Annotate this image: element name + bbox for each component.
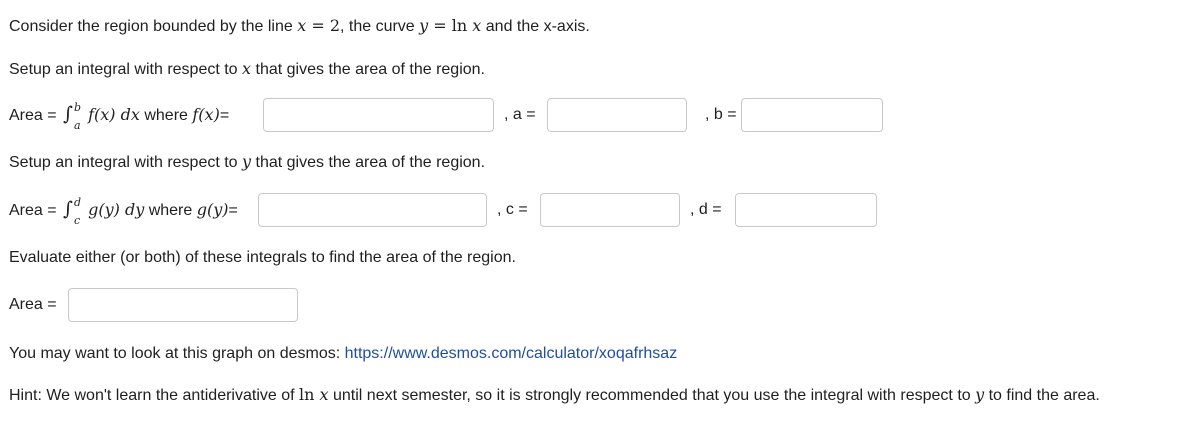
math-y: y (975, 385, 985, 404)
area-label: Area = (9, 107, 62, 124)
integral-symbol: ∫ b a (61, 106, 83, 126)
integrand: f(x) dx (83, 105, 140, 124)
math-y: y (419, 16, 429, 35)
area-y-formula (9, 195, 238, 227)
a-label: , a = (504, 106, 536, 123)
setup-y-instruction (9, 152, 485, 173)
final-area-input[interactable] (68, 288, 298, 322)
hint-pre: Hint: We won't learn the antiderivative of (9, 387, 300, 404)
desmos-link[interactable]: https://www.desmos.com/calculator/xoqafrhsaz (344, 345, 678, 362)
final-area-label: Area = (9, 296, 57, 313)
gy-input[interactable] (258, 193, 487, 227)
b-label: , b = (705, 106, 737, 123)
instruction-text: Setup an integral with respect to (9, 154, 243, 171)
hint-end: to find the area. (984, 387, 1100, 404)
desmos-text: You may want to look at this graph on desmos: (9, 345, 345, 362)
b-input[interactable] (741, 98, 883, 132)
statement-text: Consider the region bounded by the line (9, 18, 298, 35)
math-ln: = ln (428, 16, 473, 35)
a-input[interactable] (547, 98, 687, 132)
integral-symbol: ∫ d c (61, 201, 83, 221)
setup-x-instruction (9, 59, 485, 80)
hint-mid: until next semester, so it is strongly recommended that you use the integral with respect to (328, 387, 976, 404)
d-label: , d = (690, 201, 722, 218)
area-x-formula (9, 100, 230, 132)
where-text: where (144, 202, 197, 219)
upper-limit: d (74, 195, 82, 209)
fx-input[interactable] (263, 98, 494, 132)
hint-text (9, 385, 1100, 406)
instruction-text-end: that gives the area of the region. (251, 154, 486, 171)
lower-limit: c (74, 213, 81, 227)
fx-label: f(x) (192, 105, 220, 124)
math-x: x (319, 385, 329, 404)
desmos-note (9, 344, 677, 364)
statement-text-mid: , the curve (340, 18, 420, 35)
math-ln: ln (299, 385, 320, 404)
integrand: g(y) dy (83, 200, 145, 219)
gy-label: g(y) (196, 200, 229, 219)
area-label: Area = (9, 202, 62, 219)
c-input[interactable] (540, 193, 680, 227)
statement-text-end: and the x-axis. (481, 18, 590, 35)
math-x: x (472, 16, 482, 35)
math-x: x (242, 59, 252, 78)
math-x: x (297, 16, 307, 35)
equals: = (228, 202, 238, 219)
c-label: , c = (497, 201, 528, 218)
math-eq-2: = 2 (306, 16, 340, 35)
math-y: y (242, 152, 252, 171)
instruction-text: Setup an integral with respect to (9, 61, 243, 78)
upper-limit: b (74, 100, 82, 114)
d-input[interactable] (735, 193, 877, 227)
where-text: where (139, 107, 193, 124)
evaluate-instruction: Evaluate either (or both) of these integrals to find the area of the region. (9, 249, 516, 266)
problem-statement (9, 16, 590, 37)
instruction-text-end: that gives the area of the region. (251, 61, 485, 78)
lower-limit: a (74, 118, 81, 132)
equals: = (219, 107, 230, 124)
